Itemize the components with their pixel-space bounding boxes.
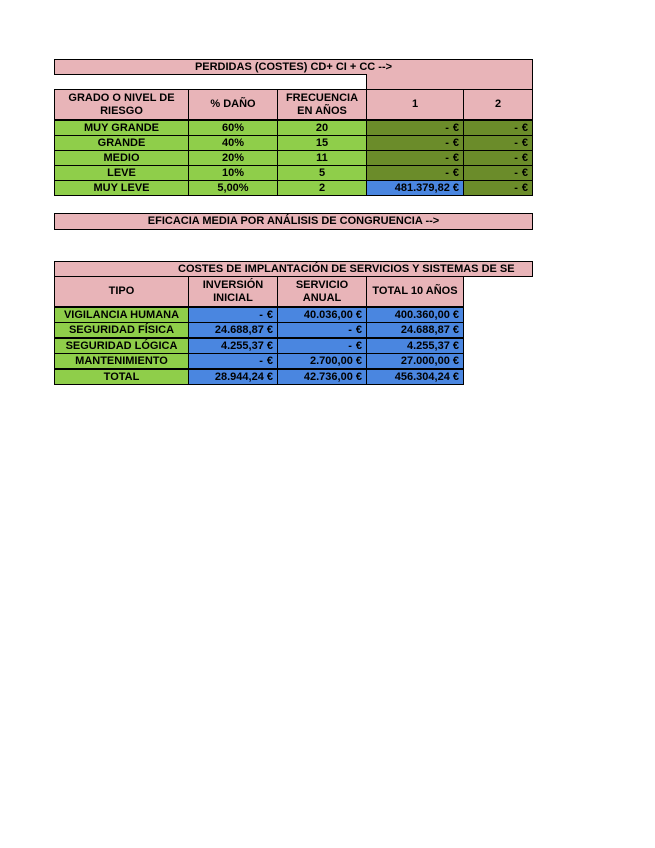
loss-row-period-2: - € xyxy=(463,120,533,136)
losses-title: PERDIDAS (COSTES) CD+ CI + CC --> xyxy=(54,59,533,75)
cost-row-total-10-years: 4.255,37 € xyxy=(366,338,464,354)
loss-row-pct: 60% xyxy=(188,120,278,136)
cost-row-annual-service: - € xyxy=(277,322,367,338)
costs-header-type: TIPO xyxy=(54,276,189,307)
cost-row-annual-service: 40.036,00 € xyxy=(277,307,367,323)
loss-row-grade: LEVE xyxy=(54,165,189,181)
loss-row-pct: 10% xyxy=(188,165,278,181)
loss-row-grade: MUY GRANDE xyxy=(54,120,189,136)
cost-row-total-10-years: 27.000,00 € xyxy=(366,353,464,369)
header-period-1: 1 xyxy=(366,89,464,120)
loss-row-grade: MEDIO xyxy=(54,150,189,166)
loss-row-freq: 15 xyxy=(277,135,367,151)
loss-row-pct: 20% xyxy=(188,150,278,166)
loss-row-freq: 5 xyxy=(277,165,367,181)
loss-row-pct: 5,00% xyxy=(188,180,278,196)
loss-row-period-1: - € xyxy=(366,120,464,136)
cost-row-initial-investment: 28.944,24 € xyxy=(188,369,278,385)
loss-row-period-2: - € xyxy=(463,165,533,181)
costs-title: COSTES DE IMPLANTACIÓN DE SERVICIOS Y SISTEMAS DE SE xyxy=(54,261,533,277)
cost-row-annual-service: 2.700,00 € xyxy=(277,353,367,369)
loss-row-period-1: 481.379,82 € xyxy=(366,180,464,196)
loss-row-grade: MUY LEVE xyxy=(54,180,189,196)
header-frequency: FRECUENCIA EN AÑOS xyxy=(277,89,367,120)
header-grade: GRADO O NIVEL DE RIESGO xyxy=(54,89,189,120)
costs-header-total-10-years: TOTAL 10 AÑOS xyxy=(366,276,464,307)
losses-header-spacer xyxy=(366,74,533,90)
cost-row-initial-investment: 4.255,37 € xyxy=(188,338,278,354)
loss-row-grade: GRANDE xyxy=(54,135,189,151)
loss-row-period-2: - € xyxy=(463,135,533,151)
cost-row-annual-service: 42.736,00 € xyxy=(277,369,367,385)
cost-row-total-10-years: 400.360,00 € xyxy=(366,307,464,323)
loss-row-period-1: - € xyxy=(366,150,464,166)
loss-row-pct: 40% xyxy=(188,135,278,151)
cost-row-initial-investment: - € xyxy=(188,353,278,369)
cost-row-total-10-years: 24.688,87 € xyxy=(366,322,464,338)
efficacy-title: EFICACIA MEDIA POR ANÁLISIS DE CONGRUENCIA --> xyxy=(54,213,533,230)
loss-row-freq: 20 xyxy=(277,120,367,136)
loss-row-period-1: - € xyxy=(366,135,464,151)
loss-row-freq: 11 xyxy=(277,150,367,166)
cost-row-type: VIGILANCIA HUMANA xyxy=(54,307,189,323)
costs-header-initial-investment: INVERSIÓN INICIAL xyxy=(188,276,278,307)
cost-row-initial-investment: 24.688,87 € xyxy=(188,322,278,338)
header-damage-pct: % DAÑO xyxy=(188,89,278,120)
loss-row-period-1: - € xyxy=(366,165,464,181)
loss-row-period-2: - € xyxy=(463,150,533,166)
loss-row-period-2: - € xyxy=(463,180,533,196)
cost-row-type: SEGURIDAD LÓGICA xyxy=(54,338,189,354)
loss-row-freq: 2 xyxy=(277,180,367,196)
cost-row-type: SEGURIDAD FÍSICA xyxy=(54,322,189,338)
costs-header-annual-service: SERVICIO ANUAL xyxy=(277,276,367,307)
cost-row-type: TOTAL xyxy=(54,369,189,385)
cost-row-type: MANTENIMIENTO xyxy=(54,353,189,369)
cost-row-initial-investment: - € xyxy=(188,307,278,323)
cost-row-total-10-years: 456.304,24 € xyxy=(366,369,464,385)
header-period-2: 2 xyxy=(463,89,533,120)
cost-row-annual-service: - € xyxy=(277,338,367,354)
